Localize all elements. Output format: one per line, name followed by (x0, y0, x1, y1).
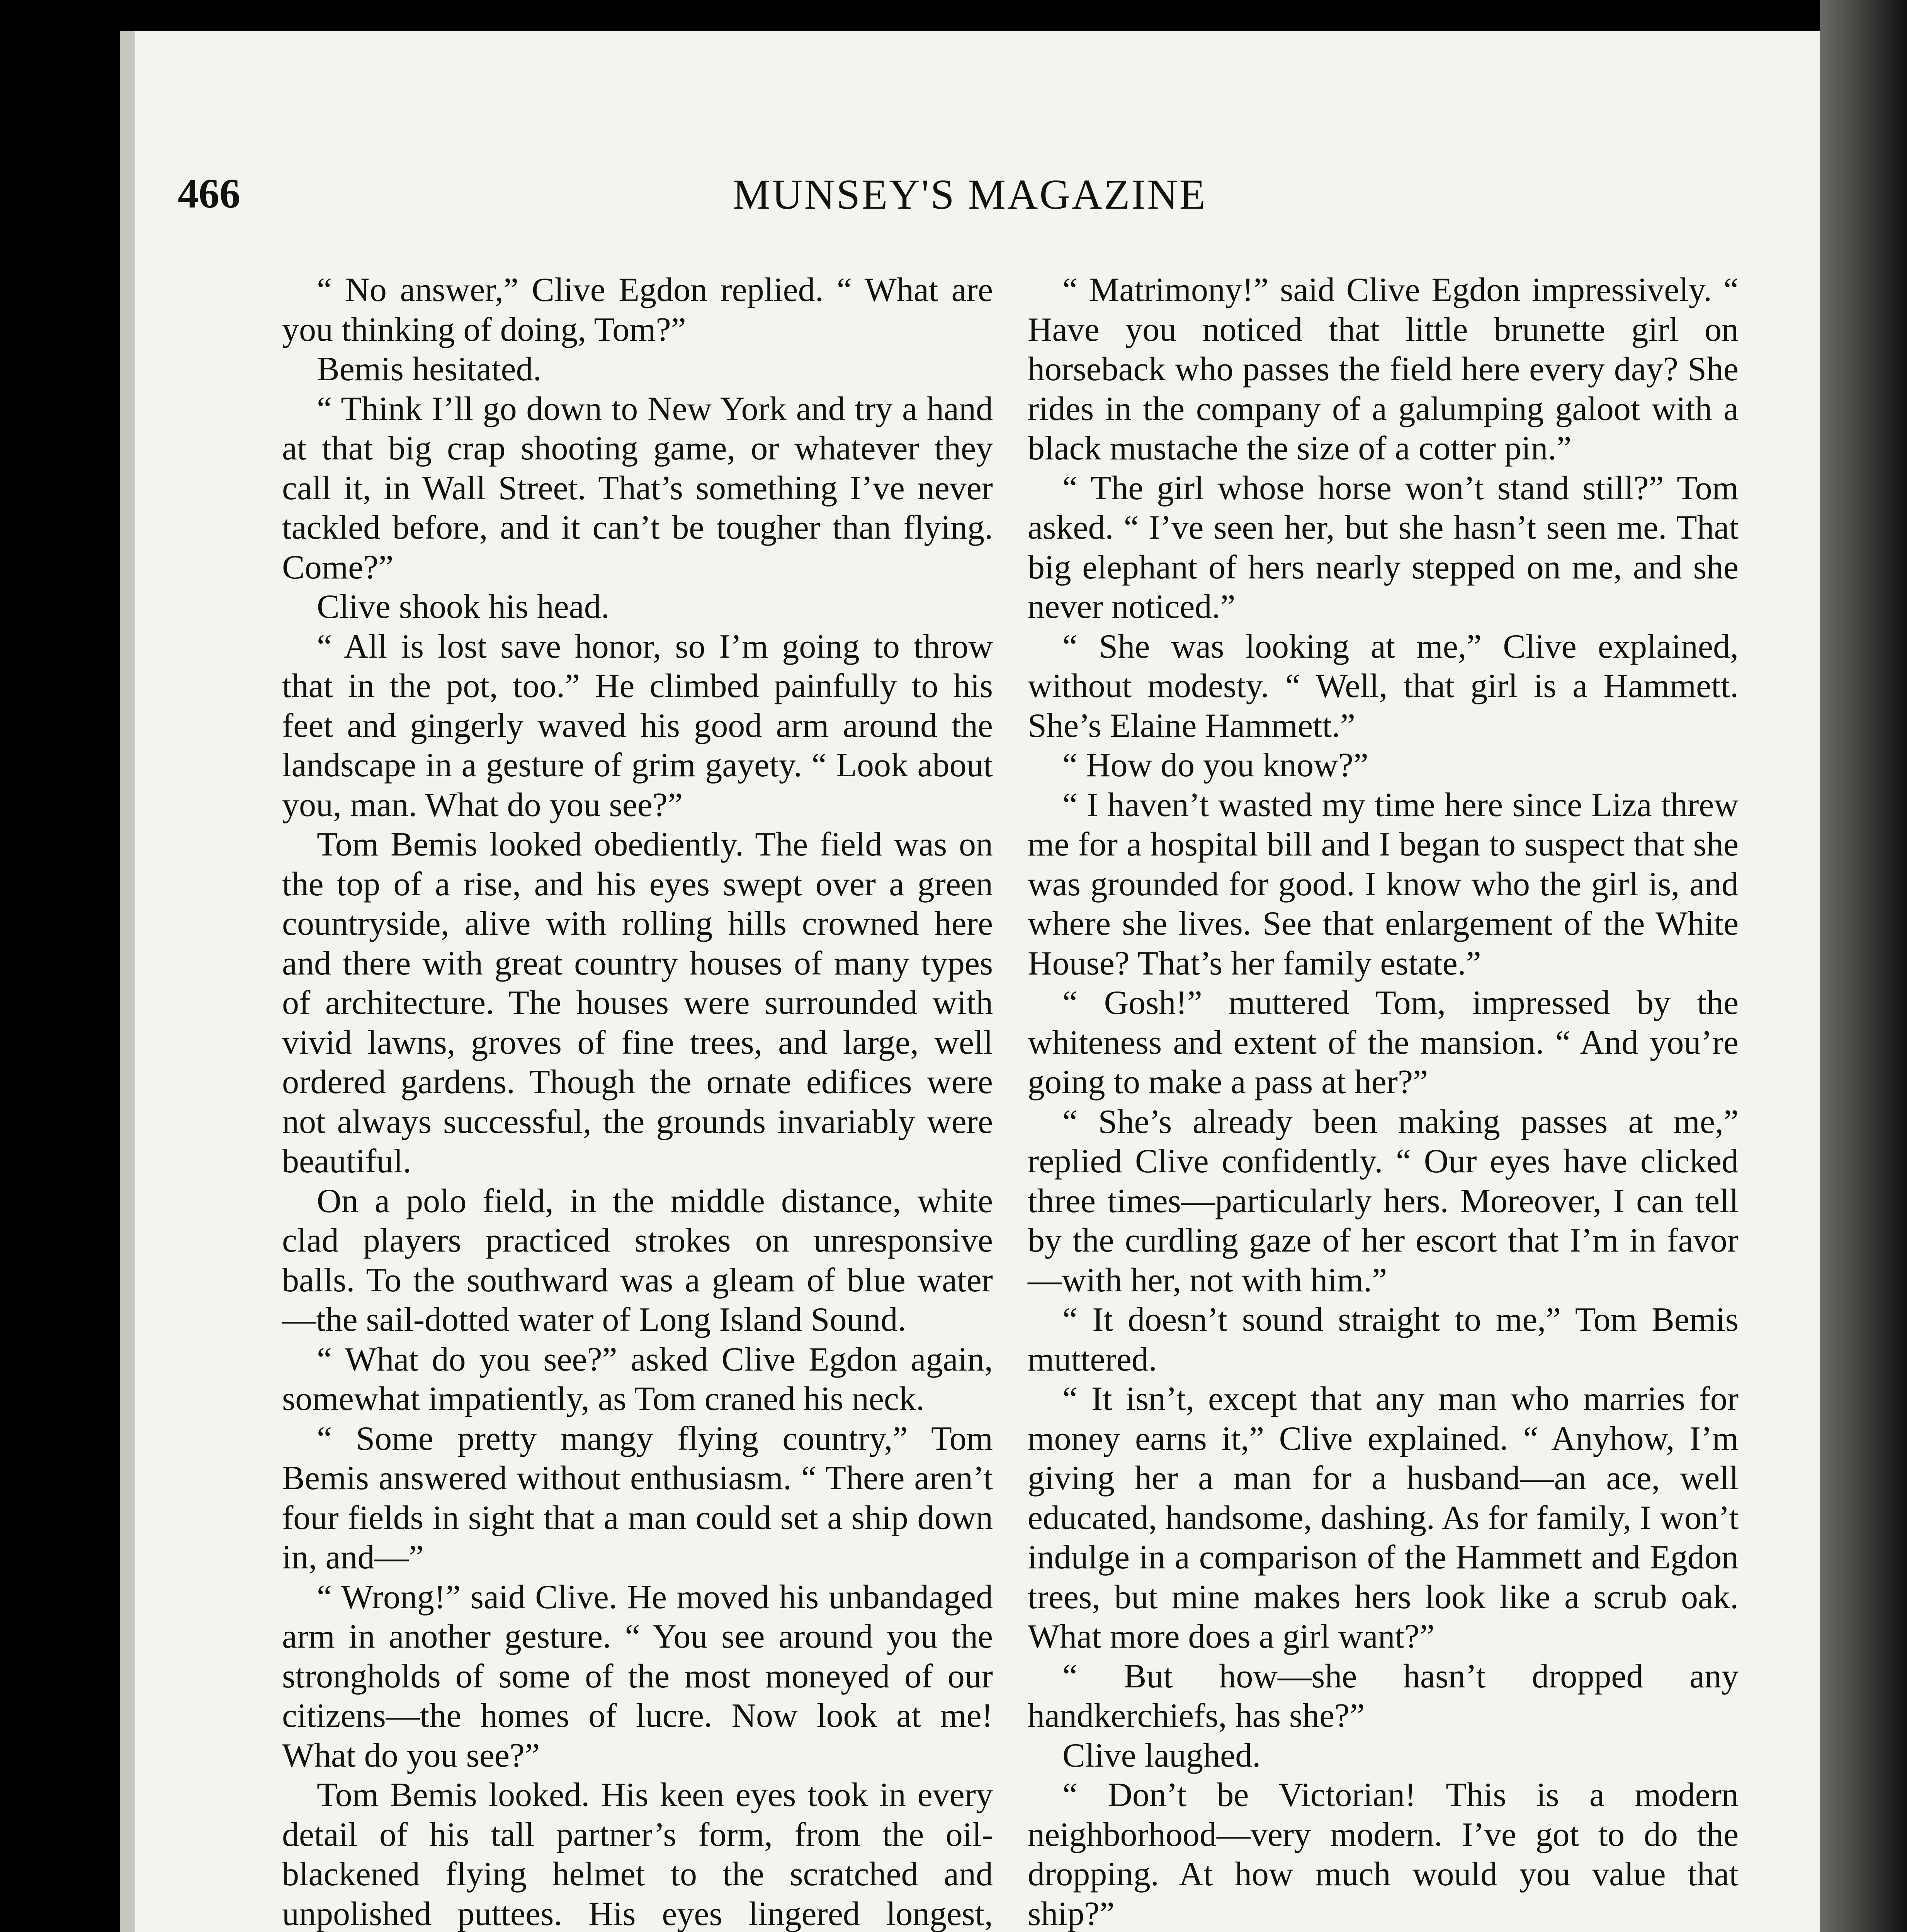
paragraph: “ All is lost save honor, so I’m going to throw that in the pot, too.” He climbed painfully to his feet and gingerly waved his good arm around the landscape in a gesture of grim gayety. “ Look about you, man. What do you see?” (282, 628, 993, 824)
paragraph: Bemis hesitated. (317, 350, 542, 388)
left-column (282, 270, 993, 1932)
paragraph: Clive laughed. (1062, 1736, 1261, 1774)
book-spine-shadow (1820, 0, 1907, 1932)
paragraph: “ Gosh!” muttered Tom, impressed by the whiteness and extent of the mansion. “ And you’re going to make a pass at her?” (1028, 984, 1739, 1101)
paragraph: “ She was looking at me,” Clive explained, without modesty. “ Well, that girl is a Hammett. She’s Elaine Hammett.” (1028, 628, 1739, 745)
right-column (1028, 270, 1739, 1932)
paragraph: “ It isn’t, except that any man who marries for money earns it,” Clive explained. “ Anyhow, I’m giving her a man for a husband—an ace, well educated, handsome, dashing. As for family, I won’t indulge in a comparison of the Hammett and Egdon trees, but mine makes hers look like a scrub oak. What more does a girl want?” (1028, 1380, 1739, 1655)
paragraph: “ But how—she hasn’t dropped any handkerchiefs, has she?” (1028, 1657, 1739, 1735)
paragraph: “ Think I’ll go down to New York and try a hand at that big crap shooting game, or whatever they call it, in Wall Street. That’s something I’ve never tackled before, and it can’t be tougher than flying. Come?” (282, 390, 993, 586)
paragraph: On a polo field, in the middle distance, white clad players practiced strokes on unresponsive balls. To the southward was a gleam of blue water—the sail-dotted water of Long Island Sound. (282, 1182, 993, 1338)
paragraph: “ Matrimony!” said Clive Egdon impressively. “ Have you noticed that little brunette girl on horseback who passes the field here every day? She rides in the company of a galumping galoot with a black mustache the size of a cotter pin.” (1028, 271, 1739, 467)
page-header (178, 170, 1762, 232)
paragraph: “ No answer,” Clive Egdon replied. “ What are you thinking of doing, Tom?” (282, 271, 993, 349)
paragraph: “ Don’t be Victorian! This is a modern neighborhood—very modern. I’ve got to do the dropping. At how much would you value that ship?” (1028, 1776, 1739, 1932)
paragraph: “ She’s already been making passes at me,” replied Clive confidently. “ Our eyes have clicked three times—particularly hers. Moreover, I can tell by the curdling gaze of her escort that I’m in favor—with her, not with him.” (1028, 1103, 1739, 1299)
paragraph: “ What do you see?” asked Clive Egdon again, somewhat impatiently, as Tom craned his neck. (282, 1340, 993, 1418)
paragraph: “ How do you know?” (1062, 747, 1368, 784)
paragraph: “ I haven’t wasted my time here since Liza threw me for a hospital bill and I began to suspect that she was grounded for good. I know who the girl is, and where she lives. See that enlargement of the White House? That’s her family estate.” (1028, 786, 1739, 982)
paragraph: Clive shook his head. (317, 588, 610, 626)
paragraph: “ It doesn’t sound straight to me,” Tom Bemis muttered. (1028, 1301, 1739, 1378)
page-number: 466 (178, 171, 240, 217)
paragraph: “ Wrong!” said Clive. He moved his unbandaged arm in another gesture. “ You see around you the strongholds of some of the most moneyed of our citizens—the homes of lucre. Now look at me! What do you see?” (282, 1578, 993, 1774)
paragraph: “ Some pretty mangy flying country,” Tom Bemis answered without enthusiasm. “ There aren’t four fields in sight that a man could set a ship down in, and—” (282, 1420, 993, 1576)
running-title: MUNSEY'S MAGAZINE (733, 171, 1207, 218)
paragraph: Tom Bemis looked obediently. The field was on the top of a rise, and his eyes swept over a green countryside, alive with rolling hills crowned here and there with great country houses of many types of architecture. The houses were surrounded with vivid lawns, groves of fine trees, and large, well ordered gardens. Though the ornate edifices were not always successful, the grounds invariably were beautiful. (282, 826, 993, 1180)
paragraph: Tom Bemis looked. His keen eyes took in every detail of his tall partner’s form, from the oil-blackened flying helmet to the scratched and unpolished puttees. His eyes lingered longest, (282, 1776, 993, 1932)
paragraph: “ The girl whose horse won’t stand still?” Tom asked. “ I’ve seen her, but she hasn’t seen me. That big elephant of hers nearly stepped on me, and she never noticed.” (1028, 469, 1739, 626)
